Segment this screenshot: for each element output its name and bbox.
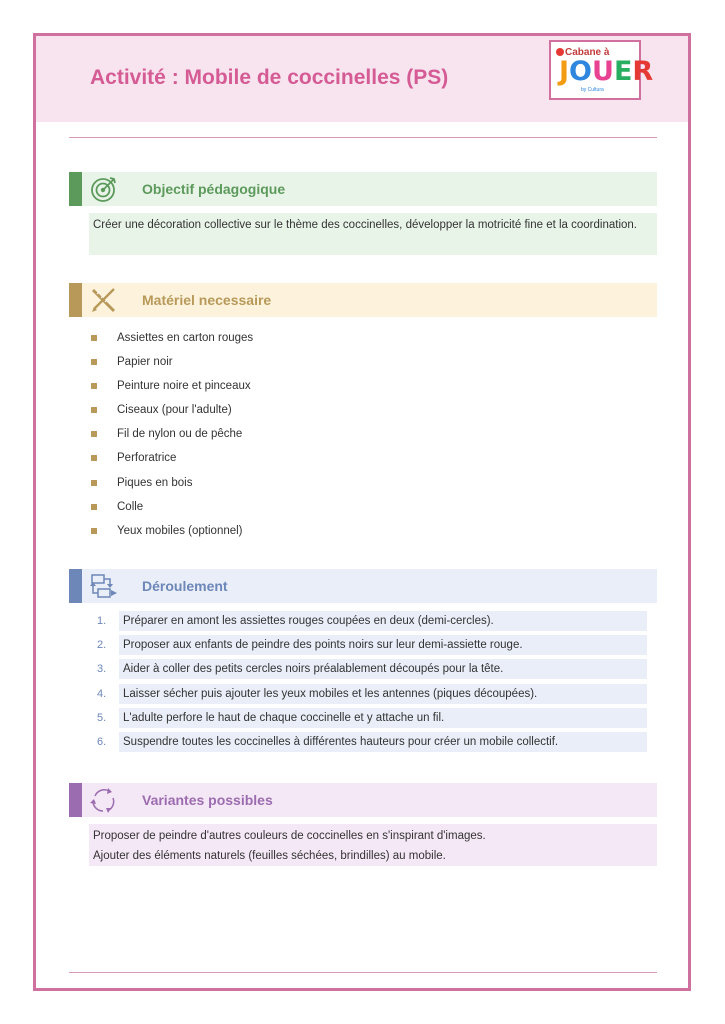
list-item: Perforatrice xyxy=(89,446,649,470)
step-number: 2. xyxy=(97,639,107,652)
step-number: 6. xyxy=(97,735,107,748)
steps-list xyxy=(89,611,649,756)
list-item xyxy=(89,659,649,683)
section-variantes-header xyxy=(69,783,657,817)
list-item xyxy=(89,611,649,635)
section-objectif-header xyxy=(69,172,657,206)
list-item: Piques en bois xyxy=(89,471,649,495)
steps-arrows-icon xyxy=(89,572,119,600)
step-text: Suspendre toutes les coccinelles à différentes hauteurs pour créer un mobile collectif. xyxy=(119,732,647,752)
section-title: Déroulement xyxy=(142,578,228,594)
section-accent-bar xyxy=(69,569,82,603)
list-item xyxy=(89,708,649,732)
section-accent-bar xyxy=(69,283,82,317)
list-item: Papier noir xyxy=(89,350,649,374)
logo-text-main: JOUER xyxy=(559,56,654,87)
list-item: Peinture noire et pinceaux xyxy=(89,374,649,398)
step-number: 3. xyxy=(97,663,107,676)
section-title: Matériel necessaire xyxy=(142,292,272,308)
cabane-a-jouer-logo xyxy=(549,40,654,100)
list-item: Assiettes en carton rouges xyxy=(89,326,649,350)
list-item xyxy=(89,635,649,659)
header-band xyxy=(36,36,688,122)
variante-line: Proposer de peindre d'autres couleurs de coccinelles en s'inspirant d'images. xyxy=(93,830,486,842)
step-text: L'adulte perfore le haut de chaque coccinelle et y attache un fil. xyxy=(119,708,647,728)
section-title: Variantes possibles xyxy=(142,792,273,808)
step-number: 5. xyxy=(97,711,107,724)
page-title: Activité : Mobile de coccinelles (PS) xyxy=(90,66,449,89)
objectif-text: Créer une décoration collective sur le thème des coccinelles, développer la motricité fine et la coordination. xyxy=(89,213,657,255)
logo-text-top: Cabane à xyxy=(565,47,610,58)
list-item: Yeux mobiles (optionnel) xyxy=(89,519,649,543)
section-deroulement-header xyxy=(69,569,657,603)
list-item: Ciseaux (pour l'adulte) xyxy=(89,398,649,422)
materials-list xyxy=(89,326,649,543)
section-title: Objectif pédagogique xyxy=(142,181,286,197)
target-icon xyxy=(89,175,119,203)
list-item: Fil de nylon ou de pêche xyxy=(89,422,649,446)
list-item xyxy=(89,732,649,756)
list-item: Colle xyxy=(89,495,649,519)
section-accent-bar xyxy=(69,172,82,206)
step-number: 4. xyxy=(97,687,107,700)
step-text: Laisser sécher puis ajouter les yeux mobiles et les antennes (piques découpées). xyxy=(119,684,647,704)
step-text: Préparer en amont les assiettes rouges coupées en deux (demi-cercles). xyxy=(119,611,647,631)
variantes-text xyxy=(89,824,657,866)
top-divider xyxy=(69,137,657,138)
pencil-ruler-icon xyxy=(89,286,119,314)
step-number: 1. xyxy=(97,615,107,627)
step-text: Aider à coller des petits cercles noirs préalablement découpés pour la tête. xyxy=(119,659,647,679)
list-item xyxy=(89,684,649,708)
section-materiel-header xyxy=(69,283,657,317)
bottom-divider xyxy=(69,972,657,973)
section-accent-bar xyxy=(69,783,82,817)
variante-line: Ajouter des éléments naturels (feuilles séchées, brindilles) au mobile. xyxy=(93,850,446,862)
logo-text-bottom: by Cultura xyxy=(581,87,604,93)
page-frame xyxy=(33,33,691,991)
step-text: Proposer aux enfants de peindre des points noirs sur leur demi-assiette rouge. xyxy=(119,635,647,655)
logo-dot-icon xyxy=(556,48,564,56)
cycle-arrows-icon xyxy=(89,786,119,814)
